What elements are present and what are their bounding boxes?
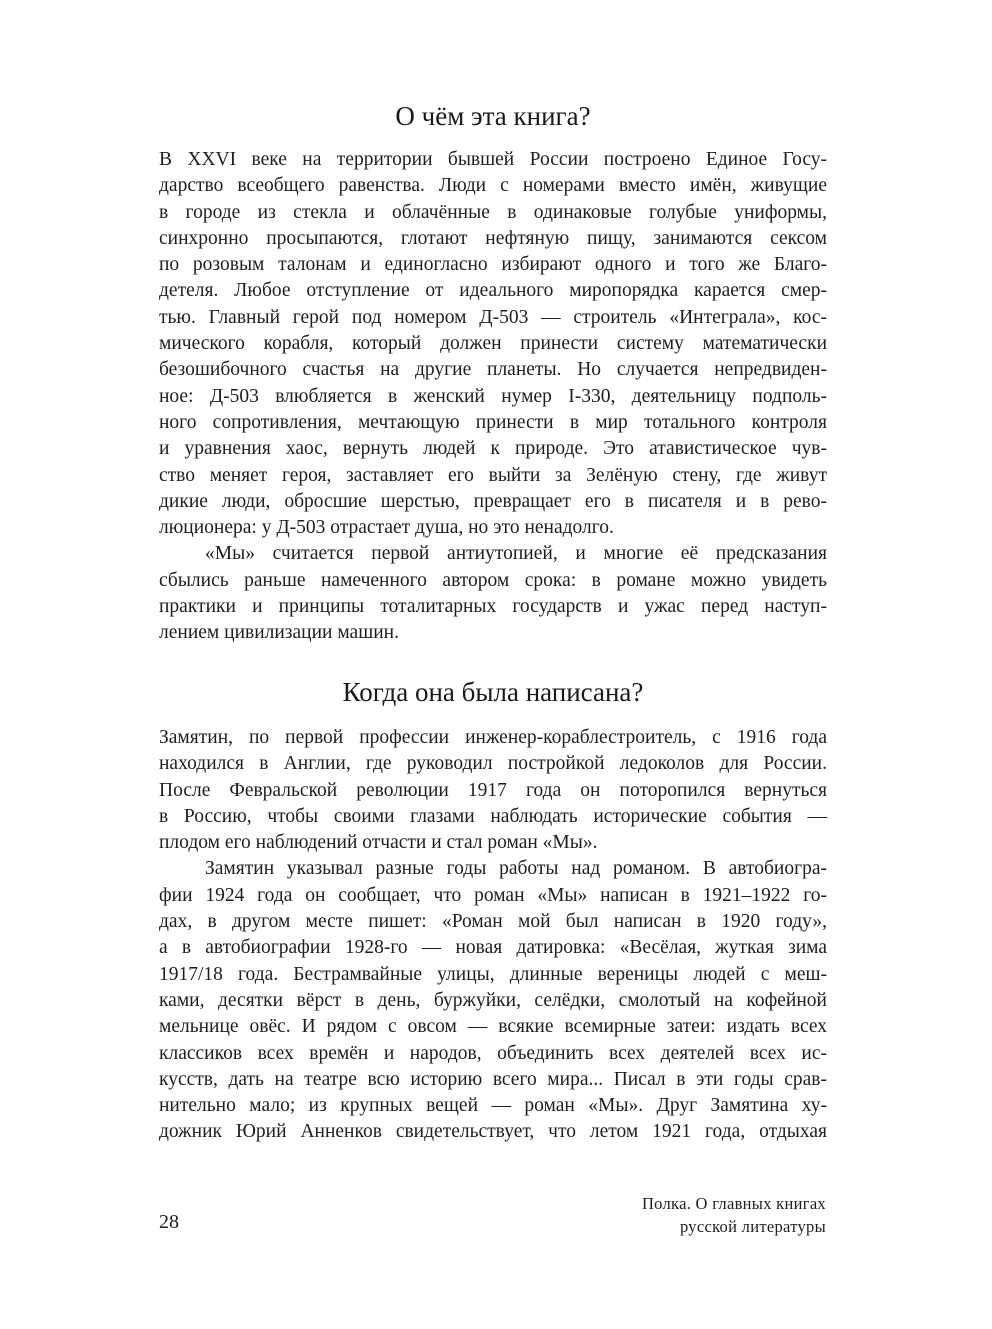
text-line: 1917/18 года. Бестрамвайные улицы, длинные вереницы людей с меш- (159, 963, 827, 985)
book-title-line: Полка. О главных книгах (641, 1194, 826, 1213)
text-line: дикие люди, обросшие шерстью, превращает его в писателя и в рево- (159, 490, 827, 512)
text-line: лением цивилизации машин. (159, 622, 399, 644)
text-line: ками, десятки вёрст в день, буржуйки, селёдки, смолотый на кофейной (159, 989, 827, 1011)
text-line: сбылись раньше намеченного автором срока: в романе можно увидеть (159, 569, 827, 591)
text-line: синхронно просыпаются, глотают нефтяную пищу, занимаются сексом (159, 227, 827, 249)
text-line: ное: Д-503 влюбляется в женский нумер I-330, деятельницу подполь- (159, 385, 827, 407)
text-line: в Россию, чтобы своими глазами наблюдать исторические события — (159, 805, 827, 827)
section-body-about (159, 147, 827, 647)
text-line: ного сопротивления, мечтающую принести в мир тотального контроля (159, 411, 827, 433)
text-line: Замятин указывал разные годы работы над романом. В автобиогра- (205, 858, 827, 880)
text-line: «Мы» считается первой антиутопией, и многие её предсказания (205, 543, 827, 565)
text-line: Замятин, по первой профессии инженер-кораблестроитель, с 1916 года (159, 727, 827, 748)
paragraph (159, 725, 827, 856)
text-line: классиков всех времён и народов, объединить всех деятелей всех ис- (159, 1042, 827, 1064)
book-title-line: русской литературы (679, 1217, 826, 1236)
paragraph (159, 147, 827, 541)
text-line: кусств, дать на театре всю историю всего мира... Писал в эти годы срав- (159, 1068, 827, 1090)
text-line: мического корабля, который должен принести систему математически (159, 333, 827, 355)
page-number: 28 (159, 1211, 179, 1233)
text-line: фии 1924 года он сообщает, что роман «Мы» написан в 1921–1922 го- (159, 884, 827, 906)
text-line: После Февральской революции 1917 года он поторопился вернуться (159, 779, 827, 801)
text-line: находился в Англии, где руководил постройкой ледоколов для России. (159, 753, 827, 775)
text-line: детеля. Любое отступление от идеального миропорядка карается смер- (159, 280, 827, 302)
section-heading-about: О чём эта книга? (395, 101, 591, 131)
text-line: в городе из стекла и облачённые в одинаковые голубые униформы, (159, 201, 827, 223)
text-line: а в автобиографии 1928-го — новая датировка: «Весёлая, жуткая зима (159, 937, 827, 959)
text-line: плодом его наблюдений отчасти и стал роман «Мы». (159, 832, 598, 854)
text-line: нительно мало; из крупных вещей — роман «Мы». Друг Замятина ху- (159, 1095, 827, 1117)
text-line: люционера: у Д-503 отрастает душа, но это ненадолго. (159, 517, 614, 539)
text-line: дах, в другом месте пишет: «Роман мой был написан в 1920 году», (159, 911, 827, 933)
text-line: В XXVI веке на территории бывшей России построено Единое Госу- (159, 149, 827, 170)
text-line: по розовым талонам и единогласно избирают одного и того же Благо- (159, 254, 827, 276)
text-line: дарство всеобщего равенства. Люди с номерами вместо имён, живущие (159, 175, 827, 197)
text-line: безошибочного счастья на другие планеты. Но случается непредвиден- (159, 359, 827, 381)
running-footer-title (642, 1192, 826, 1238)
text-line: дожник Юрий Анненков свидетельствует, что летом 1921 года, отдыхая (159, 1121, 827, 1143)
section-body-when (159, 725, 827, 1146)
paragraph (159, 541, 827, 646)
text-line: практики и принципы тоталитарных государств и ужас перед наступ- (159, 596, 827, 618)
paragraph (159, 856, 827, 1145)
text-line: мельнице овёс. И рядом с овсом — всякие всемирные затеи: издать всех (159, 1016, 827, 1038)
section-heading-when: Когда она была написана? (342, 677, 644, 707)
text-line: ство меняет героя, заставляет его выйти за Зелёную стену, где живут (159, 464, 827, 486)
text-line: тью. Главный герой под номером Д-503 — строитель «Интеграла», кос- (159, 306, 827, 328)
text-line: и уравнения хаос, вернуть людей к природе. Это атавистическое чув- (159, 438, 827, 460)
